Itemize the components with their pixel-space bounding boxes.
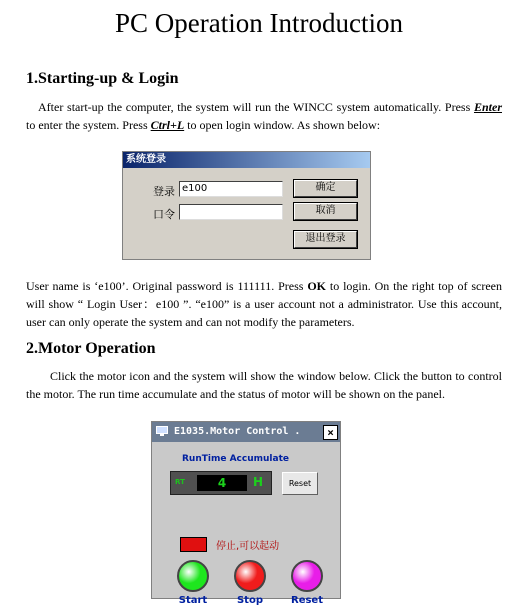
motor-control-window [151, 421, 341, 606]
para-text: to open login window. As shown below: [184, 118, 381, 132]
page-title: PC Operation Introduction [115, 8, 403, 38]
close-icon[interactable]: × [323, 425, 338, 440]
start-label: Start [178, 595, 208, 606]
para-text: After start-up the computer, the system will run the WINCC system automatically. Press [38, 100, 474, 114]
para-text: User name is ‘e100’. Original password is 111111. Press [26, 279, 308, 293]
stop-label: Stop [236, 595, 263, 606]
motor-status-text: 停止,可以起动 [216, 541, 280, 552]
monitor-icon [156, 426, 168, 437]
password-field[interactable] [179, 204, 283, 220]
exit-login-button[interactable]: 退出登录 [294, 231, 357, 248]
section-1-paragraph [26, 98, 502, 134]
ok-button[interactable]: 确定 [294, 180, 357, 197]
runtime-value: 4 [197, 475, 247, 491]
cancel-button[interactable]: 取消 [294, 203, 357, 220]
reset-label: Reset [291, 595, 323, 606]
runtime-label: RunTime Accumulate [182, 454, 289, 464]
login-dialog [122, 151, 371, 260]
ok-text: OK [307, 279, 326, 293]
para-text: Click the motor icon and the system will show the window below. Click the button to control the motor. The run time accumulate and the status of motor will be shown on the panel. [26, 369, 502, 401]
status-indicator [180, 537, 207, 552]
enter-key-text: Enter [473, 100, 502, 114]
runtime-unit: H [253, 475, 264, 489]
section-2-heading: 2.Motor Operation [26, 340, 156, 357]
motor-window-title: E1035.Motor Control . [174, 426, 301, 437]
login-dialog-titlebar: 系统登录 [123, 152, 370, 168]
runtime-display [170, 471, 272, 495]
para-text: to enter the system. Press [26, 118, 151, 132]
motor-window-titlebar [152, 422, 340, 442]
user-field[interactable]: e100 [179, 181, 283, 197]
para-text: to login. On the right top of screen will show “ Login User：e100 ”. “e100” is a user account not a administrator. Use this account, user can only operate the system and can not modify the parameters. [26, 279, 503, 329]
section-2-paragraph [26, 367, 502, 403]
reset-button[interactable] [291, 560, 323, 592]
user-label: 登录 [153, 185, 175, 198]
start-button[interactable] [177, 560, 209, 592]
runtime-reset-button[interactable]: Reset [282, 472, 318, 495]
section-1-heading: 1.Starting-up & Login [26, 70, 179, 87]
password-label: 口令 [153, 208, 175, 221]
stop-button[interactable] [234, 560, 266, 592]
runtime-prefix: RT [175, 478, 185, 486]
motor-panel-body [152, 442, 340, 606]
login-info-paragraph [26, 277, 502, 331]
ctrl-l-key-text: Ctrl+L [150, 118, 185, 132]
